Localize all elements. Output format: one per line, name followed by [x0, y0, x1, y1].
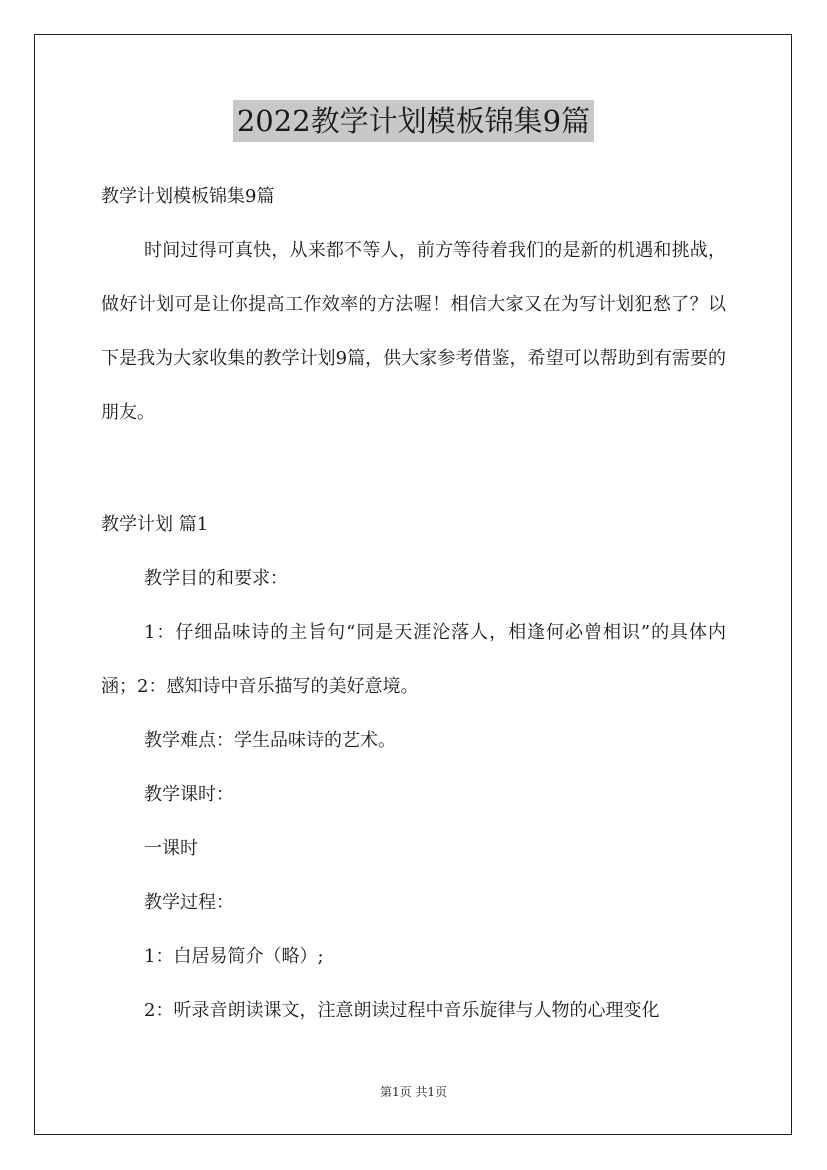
difficulty-text: 教学难点：学生品味诗的艺术。	[144, 730, 396, 751]
title-container	[0, 100, 827, 142]
process-step-1: 1：白居易简介（略）;	[144, 946, 324, 967]
process-step-2: 2：听录音朗读课文，注意朗读过程中音乐旋律与人物的心理变化	[144, 1000, 660, 1021]
intro-paragraph: 时间过得可真快，从来都不等人，前方等待着我们的是新的机遇和挑战，做好计划可是让你提高工作效率的方法喔！相信大家又在为写计划犯愁了？以下是我为大家收集的教学计划9篇，供大家参考借鉴，希望可以帮助到有需要的朋友。	[101, 240, 726, 423]
document-body	[101, 170, 726, 1038]
hours-value: 一课时	[144, 838, 198, 859]
section-heading: 教学计划 篇1	[101, 514, 209, 535]
process-heading: 教学过程：	[144, 892, 234, 913]
document-title: 2022教学计划模板锦集9篇	[233, 100, 594, 142]
goal-text: 1：仔细品味诗的主旨句“同是天涯沦落人，相逢何必曾相识”的具体内涵；2：感知诗中音乐描写的美好意境。	[101, 622, 726, 697]
document-subtitle: 教学计划模板锦集9篇	[101, 186, 275, 207]
hours-heading: 教学课时：	[144, 784, 234, 805]
page-footer: 第1页 共1页	[379, 1085, 448, 1099]
section-gap	[101, 440, 726, 498]
goals-heading: 教学目的和要求：	[144, 568, 288, 589]
